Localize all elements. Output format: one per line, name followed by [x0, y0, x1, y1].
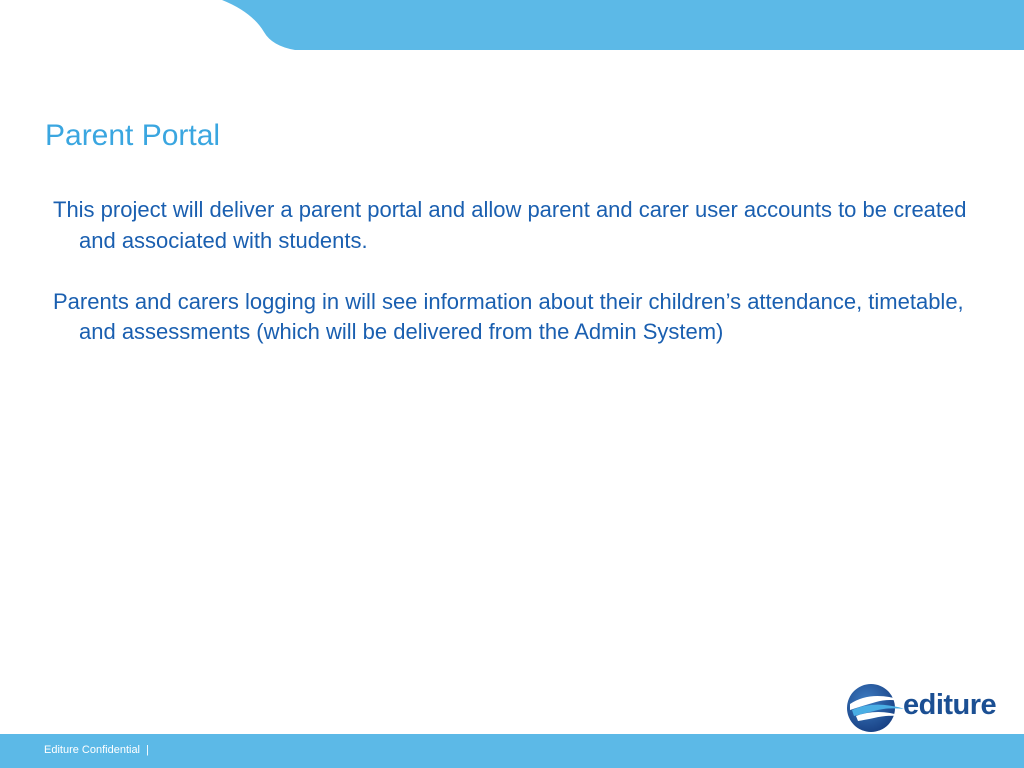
slide-title: Parent Portal [45, 119, 221, 152]
body-paragraph: This project will deliver a parent portal and allow parent and carer user accounts to be created and associated with students. [53, 197, 967, 253]
logo-wordmark: editure [903, 689, 997, 721]
footer-confidential-text: Editure Confidential | [44, 744, 149, 756]
header-band [0, 0, 1024, 52]
slide-body [53, 195, 968, 378]
body-paragraph: Parents and carers logging in will see information about their children’s attendance, timetable, and assessments (which will be delivered from the Admin System) [53, 288, 964, 344]
edit-wave-globe-icon [846, 680, 906, 734]
editure-logo [846, 680, 1006, 734]
footer-band [0, 734, 1024, 768]
